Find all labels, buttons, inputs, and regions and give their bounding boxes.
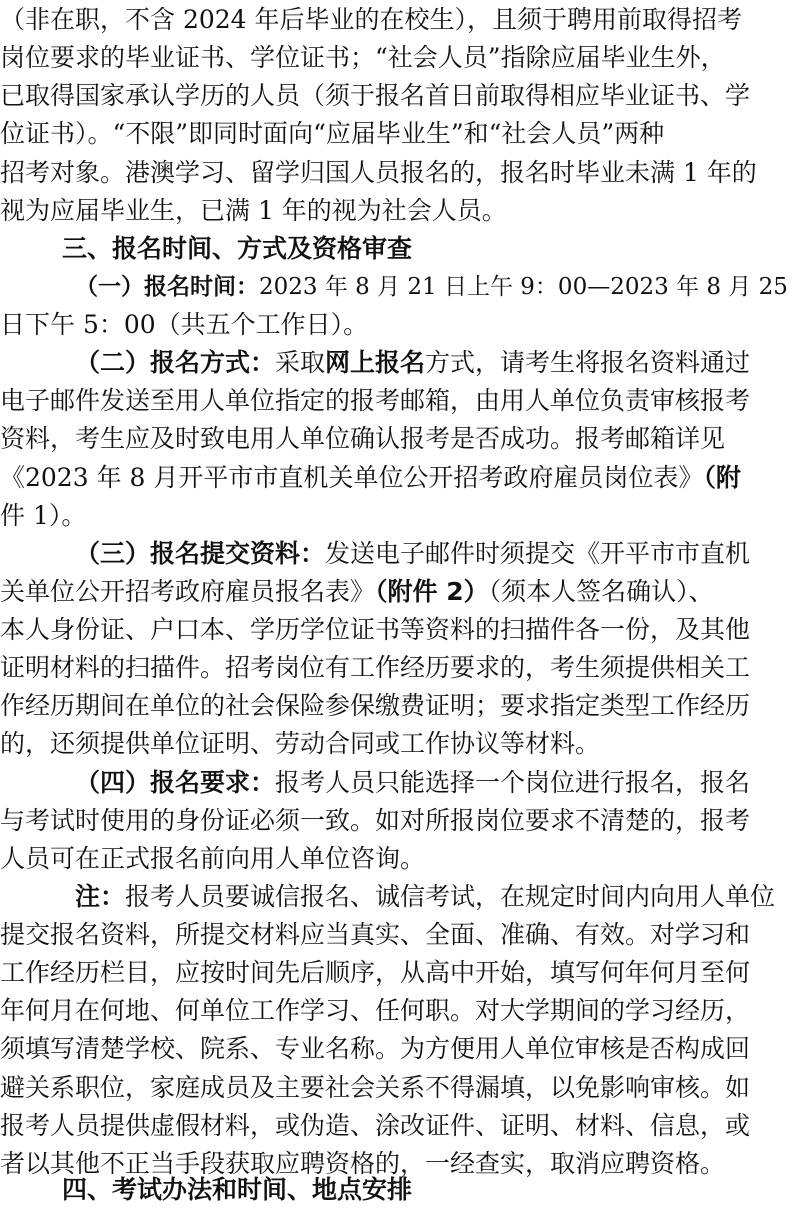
text-line: 视为应届毕业生，已满 1 年的视为社会人员。 [0,196,507,225]
item-3-line [0,534,800,574]
section-heading-3: 三、报名时间、方式及资格审查 [62,234,413,263]
item-text: 方式，请考生将报名资料通过 [425,348,751,377]
text-line: 者以其他不正当手段获取应聘资格的，一经查实，取消应聘资格。 [0,1149,726,1178]
text-line: 日下午 5：00（共五个工作日）。 [0,310,369,339]
item-1-line [0,267,800,307]
item-label: （一）报名时间： [75,274,259,300]
item-label: （二）报名方式： [75,348,276,377]
text-line [0,572,800,612]
text-line: 工作经历栏目，应按时间先后顺序，从高中开始，填写何年何月至何 [0,958,751,987]
text-line: 位证书）。“不限”即同时面向“应届毕业生”和“社会人员”两种 [0,119,665,148]
text-line: 岗位要求的毕业证书、学位证书；“社会人员”指除应届毕业生外， [0,43,726,72]
emphasis-text: 网上报名 [325,348,426,377]
text-line: 报考人员提供虚假材料，或伪造、涂改证件、证明、材料、信息，或 [0,1111,751,1140]
text-line: 招考对象。港澳学习、留学归国人员报名的，报名时毕业未满 1 年的 [0,158,757,187]
emphasis-text: （附件 2） [375,577,489,606]
item-2-line [0,343,800,383]
text-line: 证明材料的扫描件。招考岗位有工作经历要求的，考生须提供相关工 [0,653,751,682]
text-line [0,458,800,498]
text-line: （非在职，不含 2024 年后毕业的在校生），且须于聘用前取得招考 [0,5,743,34]
text-line: 电子邮件发送至用人单位指定的报考邮箱，由用人单位负责审核报考 [0,386,751,415]
item-label: （三）报名提交资料： [75,539,326,568]
emphasis-text: （附 [703,463,741,492]
item-text: 2023 年 8 月 21 日上午 9：00—2023 年 8 月 25 [259,274,788,300]
text-line: 年何月在何地、何单位工作学习、任何职。对大学期间的学习经历， [0,996,751,1025]
text-line: 人员可在正式报名前向用人单位咨询。 [0,844,426,873]
text-line: 作经历期间在单位的社会保险参保缴费证明；要求指定类型工作经历 [0,691,751,720]
item-text: 发送电子邮件时须提交《开平市市直机 [325,539,751,568]
text-line: 避关系职位，家庭成员及主要社会关系不得漏填，以免影响审核。如 [0,1073,751,1102]
item-text: 关单位公开招考政府雇员报名表》 [0,577,376,606]
item-text: 采取 [275,348,326,377]
text-line: 须填写清楚学校、院系、专业名称。为方便用人单位审核是否构成回 [0,1034,751,1063]
item-4-line [0,763,800,803]
note-line [0,877,800,917]
item-text: 《2023 年 8 月开平市市直机关单位公开招考政府雇员岗位表》 [0,463,704,492]
text-line: 件 1）。 [0,501,87,530]
note-text: 报考人员要诚信报名、诚信考试，在规定时间内向用人单位 [125,882,776,911]
text-line: 资料，考生应及时致电用人单位确认报考是否成功。报考邮箱详见 [0,424,726,453]
text-line: 与考试时使用的身份证必须一致。如对所报岗位要求不清楚的，报考 [0,806,751,835]
section-heading-4: 四、考试办法和时间、地点安排 [62,1175,413,1204]
text-line: 的，还须提供单位证明、劳动合同或工作协议等材料。 [0,729,601,758]
item-text: 报考人员只能选择一个岗位进行报名，报名 [275,768,751,797]
text-line: 已取得国家承认学历的人员（须于报名首日前取得相应毕业证书、学 [0,81,751,110]
text-line: 本人身份证、户口本、学历学位证书等资料的扫描件各一份，及其他 [0,615,751,644]
note-label: 注： [75,882,126,911]
item-text: （须本人签名确认）、 [488,577,714,606]
text-line: 提交报名资料，所提交材料应当真实、全面、准确、有效。对学习和 [0,920,751,949]
item-label: （四）报名要求： [75,768,276,797]
